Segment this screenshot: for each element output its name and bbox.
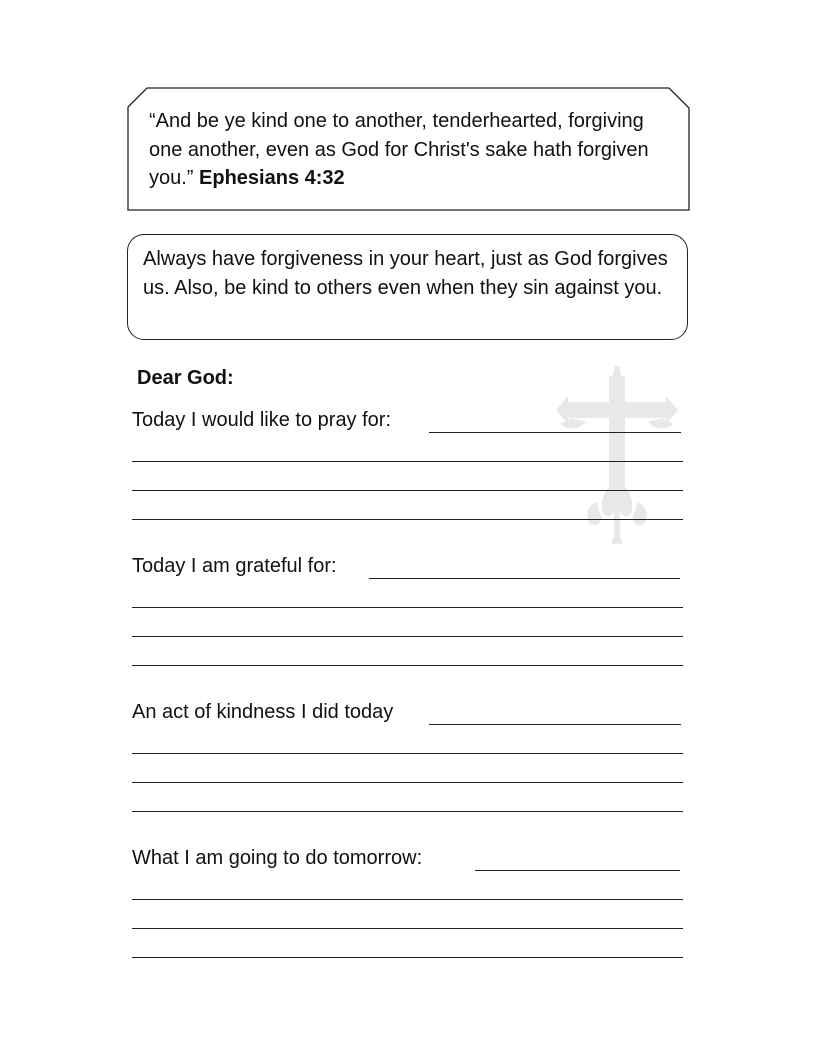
answer-line-tomorrow[interactable] xyxy=(475,870,680,871)
answer-line-grateful-for[interactable] xyxy=(369,578,680,579)
message-box xyxy=(127,234,688,340)
writing-line[interactable] xyxy=(132,782,683,783)
writing-line[interactable] xyxy=(132,811,683,812)
scripture-quote xyxy=(149,107,669,193)
writing-line[interactable] xyxy=(132,899,683,900)
quote-text: “And be ye kind one to another, tenderhearted, forgiving one another, even as God for Christ's sake hath forgiven you.” xyxy=(149,110,649,189)
answer-line-act-of-kindness[interactable] xyxy=(429,724,681,725)
writing-line[interactable] xyxy=(132,607,683,608)
prompt-grateful-for: Today I am grateful for: xyxy=(132,555,337,577)
writing-line[interactable] xyxy=(132,957,683,958)
writing-line[interactable] xyxy=(132,928,683,929)
writing-line[interactable] xyxy=(132,636,683,637)
prompt-act-of-kindness: An act of kindness I did today xyxy=(132,701,394,723)
quote-reference: Ephesians 4:32 xyxy=(199,167,345,189)
prompt-pray-for: Today I would like to pray for: xyxy=(132,409,392,431)
answer-line-pray-for[interactable] xyxy=(429,432,681,433)
writing-line[interactable] xyxy=(132,753,683,754)
scripture-quote-box xyxy=(127,87,690,211)
writing-line[interactable] xyxy=(132,519,683,520)
salutation: Dear God: xyxy=(137,367,234,389)
message-text: Always have forgiveness in your heart, just as God forgives us. Also, be kind to others even when they sin against you. xyxy=(143,248,668,299)
writing-line[interactable] xyxy=(132,665,683,666)
writing-line[interactable] xyxy=(132,490,683,491)
writing-line[interactable] xyxy=(132,461,683,462)
prompt-tomorrow: What I am going to do tomorrow: xyxy=(132,847,423,869)
